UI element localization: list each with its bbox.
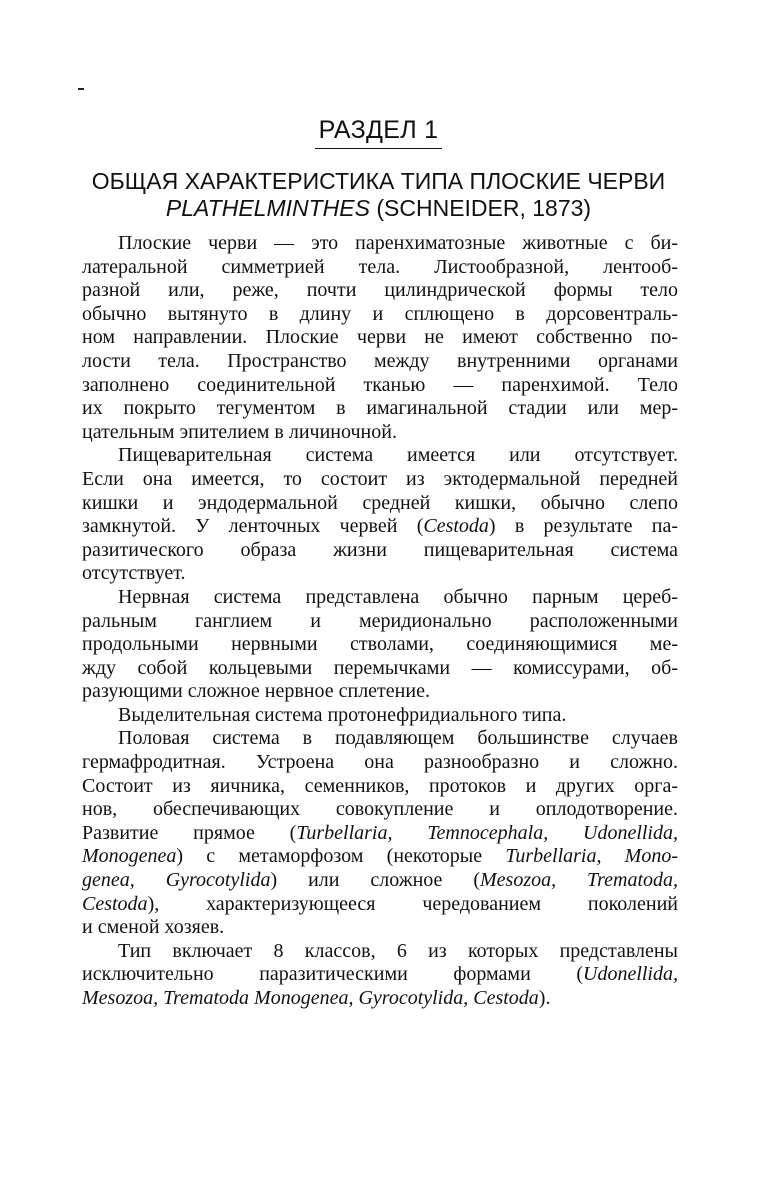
section-title — [0, 114, 757, 149]
latin-term: genea, Gyrocotylida — [82, 869, 271, 892]
text-run: ) или сложное ( — [270, 869, 481, 892]
text-line: Плоские черви — это паренхиматозные животные с би- — [118, 232, 678, 254]
text-line: Пищеварительная система имеется или отсутствует. — [118, 444, 678, 467]
text-run: исключительно паразитическими формами ( — [82, 963, 583, 986]
text-line: лости тела. Пространство между внутренними органами — [82, 349, 678, 372]
latin-term: Monogenea — [82, 845, 177, 868]
text-line: заполнено соединительной тканью — паренхимой. Тело — [82, 373, 678, 396]
text-line — [82, 893, 678, 917]
text-line: Половая система в подавляющем большинстве случаев — [118, 727, 678, 750]
text-line: ральным ганглием и меридионально расположенными — [82, 609, 678, 632]
text-line: разующими сложное нервное сплетение. — [82, 680, 430, 703]
text-line: жду собой кольцевыми перемычками — комиссурами, об- — [82, 656, 678, 679]
text-line — [82, 869, 678, 893]
text-run: ) в результате па- — [488, 515, 678, 538]
text-run: ). — [538, 987, 551, 1009]
latin-term: Mesozoa, Trematoda Monogenea, Gyrocotylida, Cestoda — [82, 987, 539, 1009]
latin-term: Turbellaria, Mono- — [505, 845, 679, 868]
text-line: Выделительная система протонефридиального типа. — [118, 703, 567, 726]
text-line: разной или, реже, почти цилиндрической формы тело — [82, 279, 678, 302]
text-line: продольными нервными стволами, соединяющимися ме- — [82, 633, 678, 656]
chapter-title-line1: ОБЩАЯ ХАРАКТЕРИСТИКА ТИПА ПЛОСКИЕ ЧЕРВИ — [91, 168, 666, 194]
text-line: цательным эпителием в личиночной. — [82, 420, 397, 443]
latin-term: Mesozoa, Trematoda, — [480, 869, 678, 892]
text-line: и сменой хозяев. — [82, 916, 225, 939]
text-line — [82, 845, 678, 869]
latin-term: Udonellida, — [583, 963, 678, 986]
chapter-title — [0, 168, 757, 222]
text-run: Развитие прямое ( — [82, 821, 297, 844]
text-line: Если она имеется, то состоит из эктодермальной передней — [82, 467, 678, 490]
text-line: Тип включает 8 классов, 6 из которых представлены — [118, 939, 678, 962]
text-line — [82, 963, 678, 987]
text-line: латеральной симметрией тела. Листообразной, лентооб- — [82, 255, 678, 278]
text-line: отсутствует. — [82, 562, 186, 585]
text-line: кишки и эндодермальной средней кишки, обычно слепо — [82, 491, 678, 514]
text-line: обычно вытянуто в длину и сплющено в дорсовентраль- — [82, 302, 678, 325]
text-line — [82, 987, 678, 1011]
chapter-title-author: (SCHNEIDER, 1873) — [369, 195, 592, 221]
section-title-text: РАЗДЕЛ 1 — [315, 114, 443, 149]
page-dash-mark — [78, 88, 84, 90]
body-text — [82, 232, 678, 1011]
chapter-title-line2 — [0, 195, 757, 222]
latin-term: Turbellaria, Temnocephala, Udonellida, — [296, 821, 678, 844]
text-line: гермафродитная. Устроена она разнообразно и сложно. — [82, 751, 678, 774]
text-run: замкнутой. У ленточных червей ( — [82, 515, 424, 538]
latin-term: Cestoda — [82, 892, 148, 915]
text-line: Состоит из яичника, семенников, протоков и других орга- — [82, 774, 678, 797]
latin-term: Cestoda — [423, 515, 489, 538]
text-line: Нервная система представлена обычно парным цереб- — [118, 585, 678, 608]
chapter-title-latin: PLATHELMINTHES — [165, 195, 370, 221]
text-run: ) с метаморфозом (некоторые — [176, 845, 506, 868]
text-line: разитического образа жизни пищеварительная система — [82, 538, 678, 561]
text-line — [82, 822, 678, 846]
text-run: ), характеризующееся чередованием поколений — [147, 892, 678, 915]
text-line: их покрыто тегументом в имагинальной стадии или мер- — [82, 397, 678, 420]
text-line — [82, 515, 678, 539]
text-line: ном направлении. Плоские черви не имеют собственно по- — [82, 326, 678, 349]
text-line: нов, обеспечивающих совокупление и оплодотворение. — [82, 798, 678, 821]
